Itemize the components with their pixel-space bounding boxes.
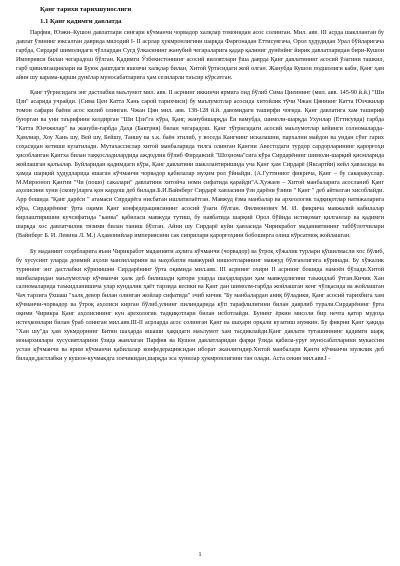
paragraph-2: Қанг тўғрисидаги энг дастлабки маълумот мил. авв. II асрнинг иккинчи ярмига оид бўлиб Сима Циеннинг (мил. авв. 145-90 й.й.) "Ши Цзи" асарида учрайди. (Сима Цен Катта Хань сарой тарихчиси) бу маълумотлар асосида хитойлик тўчи Чжан Цяннинг Катта Юэчжилар томон сафари баёни асос килиб олинган. Чжан Цян мил. авв. 138-128 й.й. давомидаги таширфи чоғида. Қанг давлатига хам ташириф буюрган ва уни таърифини келдирган "Ши Цзи"га кўра, Қанг, жанубишарқда Ёи вамубда, шимоли-шарқда Ухунлар (Еттисувда) гарбда "Катта Юечжилар" ва жануби-гарбда Даҳя (Бактрия) билан чегарадош. Қанг тўғрисидаги асосий маълумотлар кейинги солномаларда-Ҳамлиар, Хоу Хань шу, Вей шу, Бейшу, Таншу ва х.к. баён этилиб, у воседа Кангнинг искалашни, пархални майдон ва ундан сўнг гарих соҳасидан кетиши кузатилади. Мутахассислар хитой манбаларида тилга олинган Қангни Авестодаги турдор сардорларининг қарорғоҳи ҳисобланган Қангха билан таққосладилардида аждодлик бўлиб Фирдавсий "Шоҳнома"сига кўра Сирдарёнинг шимоли-шарқий қисмларида жойлашган қалъалар. Буйларидан қадимдаги кўра, Қанг давлатини шакллантиришида уча Қанг ҳам Сирдарё (Яксартйи) кейл ҳавзасида ва ҳамда шарқий ҳудудларида яшаган кўчманчи чорвадор қабилалар муҳим рол ўйнайди. (А.Гуттиниог фикрича, Қанг – бу сакаракуслар. М.Мирзоноп Қангни "Чи (пошо) сакалари" давлатини хитойча номи сифатида қарайди"А.Ҳужаев – Хитой манбаларига асосланиб Қанг аҳолисини хуни (скоиу)ларга қон кардош деб билади.Б.И.Вайнберг Сирдарё хавзасини ўзи дарёни ўзини " Қанг " деб айтилган хисоблайди. Арр бошида "Қанг дарёси " атамаси Сирдарёга нисбатан ишлатилаётган. Мавжуд ёзма манбалар ва археологик тадқиқотлар натижаларига кўра, Сирдарёнинг ўрта оқими Қанг конфедерациясининг асосий ўзаги бўлган. Филмонович М. И. фикрича мавжалий кабилалар бирлаштиришни кучсифатида "канва" қабиласи мавжуда тутиш, бу навбатида шарқий Орол бўйида истиқомат қилганлар ва қадимги шарқда хос давлатчилик тизими билан таниш бўлган. Айни шу Сирдарё куйи ҳавзасида Чирикработ маданиятининг таббўлотчилари (Вайнберг Б. И. Левина Л. М.) Аҳамонийлар империясини сак сиприлари қарорғоҳини бобоширга олиш кўрсатмоқ жойлашган. (16, 90, 384, 239)
section-title: 1.1 Қанг қадимги давлатда (40, 18, 122, 25)
paragraph-3: Бу маданият соҳибларига яъни Чирикработ маданияти аҳлига кўчманчи (чорвадор) ва ўтроқ хўжалик турлари қўшилмасли хос бўлиб, бу хусусият уларда доимий аҳоли манзилларини ва маҳобатли мавжурий иншоотларининг мавжуд бўлганлигига кўринади. Бу хўжалик турининг энг дастлабки кўринишни Сирдарёнинг ўрта оқимида мил.авв. III асрнинг охири II асрнинг бошида намоён бўлади.Хитой манбаларидан маълумотлар кўчманчи ҳалк деб билишади қатори уларда шаҳарлардан ҳам мавжудлигини таъкидлаб ўтган.Кичик Хан салномаларида таъкидланишича улар кундалик ҳаёт тарзида кесвки ва Қанг дан шимолм-гарбда жойлашган кенг чўлқасида ва жойлашган Чач тарзига ўхшаш "халқ девор билан олинган жойлар сифатида" эчиб кичик "Бу манбалардан аниқ бўладики, Қанг асосий тарихбига хам кўчманчи-чорвадор ва ўтроқ аҳолиси кирган бўлиб,улнинг пилиндарида кўп тарафлилигини билан даврлиб турали.Сирдарёнинг ўрта оқими Чирикра Қанг аҳолисининг кун арехологик тадқиқотлари билан исботлайди. Бунинг ёркин мисоли бир нечта қатор мудоҳа истеҳкомлари билан ўраб олинган мил.авв.III-II асрларда асос солинган Қанг ва шаҳари орқали кузатиш мумкин. Бу фикрни Қанг ҳақида "Хан шу"да ҳам хукмдорнинг Битян шаҳарда яшаши ҳақидаги маълумот хам тасдиклайди.Қанг давлати туташиннинг қадимги шарқ монархиялари хусусиятларини ўзида жамлаган Парфия ва Кушон давлатларидан фарқи ўзида қабила-уруғ муносабатларини мукасснм устан кўчманчи ва ярим кўчманчи қабилалар конфедерациясидан иборат эканлигидир.Хитой манбалари Қанги кўчманчи мулклик деб билади,дастлабки у кушон-кучмакдга зоечикидан,шарқда эса хуннлар ҳукмронлигини тан олади. Аста секин мил.авв.I - (16, 248, 384, 362)
page-number: 1 (198, 551, 202, 558)
document-title: Қанг тарихи тарихшунослиги (40, 6, 132, 13)
paragraph-1: Парфия, Юэжи–Кушон давлатлари сингари кўчманчи чорвадор халқлар томонидан асос солинган. Мил. авв. III асрда шаклланган бу давлат ўзининг юксалган даврида милодий I- II асрлар ҳукмронлигини шарқда Фарғонадан Еттисувгача, Орол ҳудудидан Урал бўйларигача гарбда, Сирдарё шимолидаги чўллардан Сугд ўлкасининг жанубий чегараларига қадар қалиниг дунёнйнг йирик давлатларидан бири-Кушон Империяси билан чегарадош бўлган. Қадимги Ўзбекистоннинг асосий вилоятлари ўша даврда Қанг давлатининг асосий ўзагини ташкил, гарб цивилизациялари ва Буюк даштдаги яшовчи халқлар билан, Хитой ўртасидаги жой олган. Жанубда Кушон подшолиги каби, Қанг ҳам айни шу карама-қарши дунёлар муносабатларига ҳам сезиларли таъсир кўрсатган. (16, 30, 384, 81)
